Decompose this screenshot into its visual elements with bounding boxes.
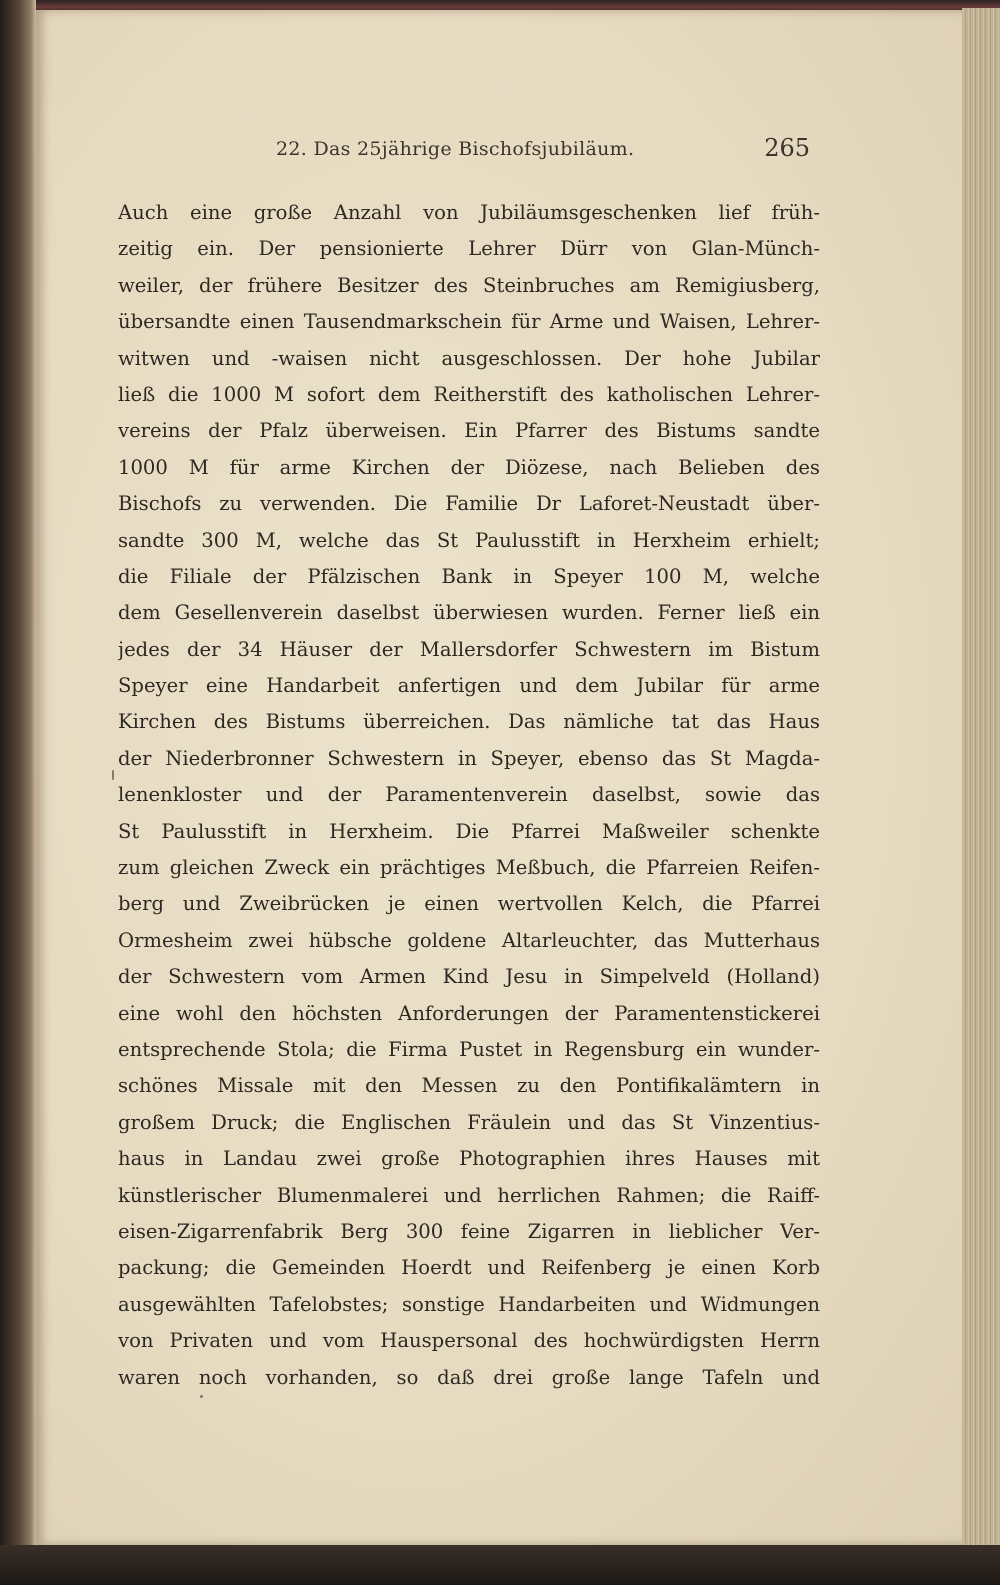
text-line: zum gleichen Zweck ein prächtiges Meßbuch, die Pfarreien Reifen- <box>118 856 820 880</box>
text-line: übersandte einen Tausendmarkschein für Arme und Waisen, Lehrer- <box>118 310 820 334</box>
paper-speck <box>112 770 114 780</box>
text-line: der Niederbronner Schwestern in Speyer, ebenso das St Magda- <box>118 746 820 770</box>
text-line: eine wohl den höchsten Anforderungen der Paramentenstickerei <box>118 1001 820 1025</box>
text-line: waren noch vorhanden, so daß drei große lange Tafeln und <box>118 1365 820 1389</box>
text-line: witwen und -waisen nicht ausgeschlossen. Der hohe Jubilar <box>118 346 820 370</box>
text-line: 1000 M für arme Kirchen der Diözese, nach Belieben des <box>118 455 820 479</box>
text-line: von Privaten und vom Hauspersonal des hochwürdigsten Herrn <box>118 1329 820 1353</box>
text-line: lenenkloster und der Paramentenverein daselbst, sowie das <box>118 783 820 807</box>
text-line: Kirchen des Bistums überreichen. Das nämliche tat das Haus <box>118 710 820 734</box>
page-number: 265 <box>764 134 810 162</box>
text-line: vereins der Pfalz überweisen. Ein Pfarrer des Bistums sandte <box>118 419 820 443</box>
text-line: eisen-Zigarrenfabrik Berg 300 feine Zigarren in lieblicher Ver- <box>118 1219 820 1243</box>
text-line: ließ die 1000 M sofort dem Reitherstift des katholischen Lehrer- <box>118 382 820 406</box>
text-line: zeitig ein. Der pensionierte Lehrer Dürr von Glan-Münch- <box>118 237 820 261</box>
chapter-title: 22. Das 25jährige Bischofsjubiläum. <box>276 138 635 160</box>
text-line: dem Gesellenverein daselbst überwiesen wurden. Ferner ließ ein <box>118 601 820 625</box>
text-line: haus in Landau zwei große Photographien ihres Hauses mit <box>118 1147 820 1171</box>
text-line: Bischofs zu verwenden. Die Familie Dr Laforet-Neustadt über- <box>118 492 820 516</box>
text-line: Speyer eine Handarbeit anfertigen und dem Jubilar für arme <box>118 674 820 698</box>
paper-speck <box>200 1395 203 1398</box>
text-line: ausgewählten Tafelobstes; sonstige Handarbeiten und Widmungen <box>118 1292 820 1316</box>
text-line: sandte 300 M, welche das St Paulusstift in Herxheim erhielt; <box>118 528 820 552</box>
bottom-edge <box>0 1545 1000 1585</box>
book-gutter <box>0 0 36 1585</box>
running-header <box>276 134 810 168</box>
text-line: künstlerischer Blumenmalerei und herrlichen Rahmen; die Raiff- <box>118 1183 820 1207</box>
text-line: packung; die Gemeinden Hoerdt und Reifenberg je einen Korb <box>118 1256 820 1280</box>
page-stack-edge <box>962 8 1000 1553</box>
text-line: entsprechende Stola; die Firma Pustet in Regensburg ein wunder- <box>118 1037 820 1061</box>
text-line: berg und Zweibrücken je einen wertvollen Kelch, die Pfarrei <box>118 892 820 916</box>
text-line: weiler, der frühere Besitzer des Steinbruches am Remigiusberg, <box>118 273 820 297</box>
text-line: die Filiale der Pfälzischen Bank in Speyer 100 M, welche <box>118 564 820 588</box>
text-line: Auch eine große Anzahl von Jubiläumsgeschenken lief früh- <box>118 201 820 224</box>
text-line: schönes Missale mit den Messen zu den Pontifikalämtern in <box>118 1074 820 1098</box>
text-line: St Paulusstift in Herxheim. Die Pfarrei Maßweiler schenkte <box>118 819 820 843</box>
text-line: Ormesheim zwei hübsche goldene Altarleuchter, das Mutterhaus <box>118 928 820 952</box>
body-text <box>118 195 820 1396</box>
text-line: der Schwestern vom Armen Kind Jesu in Simpelveld (Holland) <box>118 965 820 989</box>
text-line: großem Druck; die Englischen Fräulein und das St Vinzentius- <box>118 1110 820 1134</box>
text-line: jedes der 34 Häuser der Mallersdorfer Schwestern im Bistum <box>118 637 820 661</box>
